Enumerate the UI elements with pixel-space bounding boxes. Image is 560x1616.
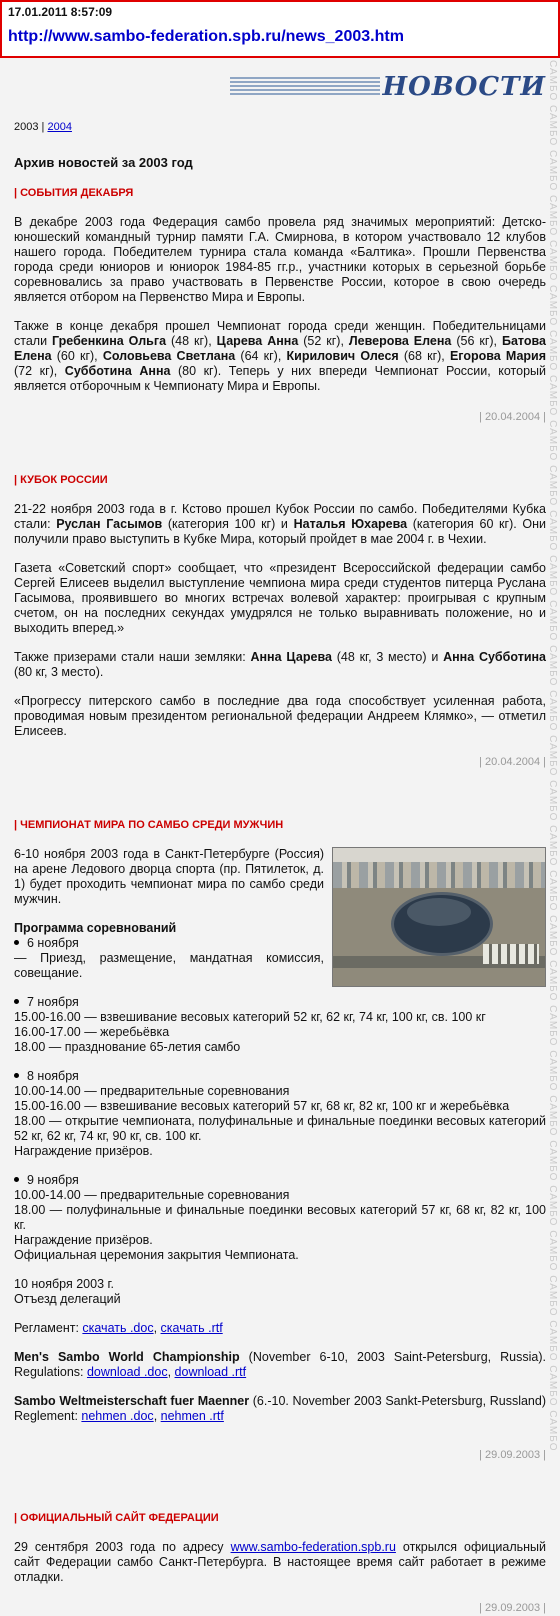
program-item: — Приезд, размещение, мандатная комиссия, совещание.: [14, 951, 324, 980]
bullet-icon: [14, 1177, 19, 1182]
banner-stripes: [230, 77, 380, 97]
program-day: 9 ноября: [14, 1173, 546, 1188]
download-doc-link-en[interactable]: download .doc: [86, 1365, 168, 1379]
news-date: | 20.04.2004 |: [479, 411, 546, 423]
championship-block: [14, 847, 546, 1424]
winner-name: Царева Анна: [216, 334, 299, 348]
section-title-russia-cup: | КУБОК РОССИИ: [14, 474, 108, 486]
section-title-december: | СОБЫТИЯ ДЕКАБРЯ: [14, 187, 134, 199]
program-item: 18.00 — празднование 65-летия самбо: [14, 1040, 241, 1054]
program-day: 7 ноября: [14, 995, 546, 1010]
bullet-icon: [14, 999, 19, 1004]
december-paragraph-1: В декабре 2003 года Федерация самбо провела ряд значимых мероприятий: Детско-юношеский командный турнир памяти Г.А. Смирнова, в котором участвовало 12 клубов нашего города. Победителем турнира стала команда «Балтика». Прошли Первенства города среди юниоров и юниорок 1984-85 гг.р., участники которых в серьезной борьбе соревновались за право участвовать в Первенстве России, которое в свою очередь является отбором на Первенство Мира и Европы.: [14, 215, 546, 304]
download-doc-link-de[interactable]: nehmen .doc: [81, 1409, 154, 1423]
program-item: Официальная церемония закрытия Чемпионата.: [14, 1248, 299, 1262]
cup-paragraph-4: «Прогрессу питерского самбо в последние два года способствует усиленная работа, проводимая новым президентом региональной федерации Андреем Клямко», — отметил Елисеев.: [14, 694, 546, 738]
regulations-en: Men's Sambo World Championship (November 6-10, 2003 Saint-Petersburg, Russia). Regulations: download .doc, download .rtf: [14, 1350, 546, 1379]
program-day: 6 ноября: [14, 936, 546, 951]
program-item: 15.00-16.00 — взвешивание весовых категорий 57 кг, 68 кг, 82 кг, 100 кг и жеребьёвка: [14, 1099, 510, 1113]
archive-url-link[interactable]: http://www.sambo-federation.spb.ru/news_2003.htm: [8, 28, 404, 45]
winner-name: Наталья Юхарева: [293, 517, 408, 531]
archive-header: [0, 0, 560, 58]
arena-photo: [332, 847, 546, 987]
winner-name: Кирилович Олеся: [286, 349, 399, 363]
cup-paragraph-1: 21-22 ноября 2003 года в г. Кстово прошел Кубок России по самбо. Победителями Кубка стали: Руслан Гасымов (категория 100 кг) и Наталья Юхарева (категория 60 кг). Они получили право выступить в Кубке Мира, который пройдет в мае 2004 г. в Чехии.: [14, 502, 546, 546]
news-date: | 29.09.2003 |: [479, 1602, 546, 1614]
program-title: Программа соревнований: [14, 921, 177, 935]
winner-name: Субботина Анна: [64, 364, 171, 378]
program-item: 18.00 — полуфинальные и финальные поединки весовых категорий 57 кг, 68 кг, 82 кг, 100 кг.: [14, 1203, 546, 1232]
winner-name: Руслан Гасымов: [56, 517, 163, 531]
year-current: 2003: [14, 121, 39, 133]
download-doc-link[interactable]: скачать .doc: [82, 1321, 154, 1335]
winner-name: Гребенкина Ольга: [52, 334, 167, 348]
side-watermark-text: САМБО САМБО САМБО САМБО САМБО САМБО САМБО САМБО САМБО САМБО САМБО САМБО САМБО САМБО САМБО САМБО САМБО САМБО САМБО САМБО САМБО САМБО САМБО САМБО САМБО САМБО САМБО САМБО САМБО САМБО САМБО: [547, 60, 558, 1452]
cup-paragraph-2: Газета «Советский спорт» сообщает, что «президент Всероссийской федерации самбо Сергей Елисеев выделил выступление чемпиона мира среди студентов питерца Руслана Гасымова, проявившего во многих встречах волевой характер: проигрывая с крупным счетом, он на последних секундах умудрялся не только выравнивать положение, но и выходить вперед.»: [14, 561, 546, 635]
bullet-icon: [14, 1073, 19, 1078]
regulations-ru: Регламент: скачать .doc, скачать .rtf: [14, 1321, 223, 1335]
side-watermark-strip: [546, 60, 560, 1560]
download-rtf-link-en[interactable]: download .rtf: [174, 1365, 247, 1379]
archive-title: Архив новостей за 2003 год: [14, 155, 193, 170]
cup-paragraph-3: Также призерами стали наши земляки: Анна Царева (48 кг, 3 место) и Анна Субботина (80 кг, 3 место).: [14, 650, 547, 679]
championship-intro: 6-10 ноября 2003 года в Санкт-Петербурге (Россия) на арене Ледового дворца спорта (пр. Пятилеток, д. 1) будет проходить чемпионат мира по самбо среди мужчин.: [14, 847, 324, 906]
program-item: Награждение призёров.: [14, 1144, 153, 1158]
december-paragraph-2: Также в конце декабря прошел Чемпионат города среди женщин. Победительницами стали Гребенкина Ольга (48 кг), Царева Анна (52 кг), Леверова Елена (56 кг), Батова Елена (60 кг), Соловьева Светлана (64 кг), Кирилович Олеся (68 кг), Егорова Мария (72 кг), Субботина Анна (80 кг). Теперь у них впереди Чемпионат России, который является отборочным к Чемпионату Мира и Европы.: [14, 319, 547, 393]
download-rtf-link-de[interactable]: nehmen .rtf: [160, 1409, 224, 1423]
news-banner: [230, 74, 550, 100]
program-item: 10.00-14.00 — предварительные соревнования: [14, 1188, 290, 1202]
news-date: | 20.04.2004 |: [479, 756, 546, 768]
news-date: | 29.09.2003 |: [479, 1449, 546, 1461]
archive-timestamp: 17.01.2011 8:57:09: [8, 5, 113, 19]
bullet-icon: [14, 940, 19, 945]
regulations-de: Sambo Weltmeisterschaft fuer Maenner (6.-10. November 2003 Sankt-Petersburg, Russland) Reglement: nehmen .doc, nehmen .rtf: [14, 1394, 546, 1423]
program-item: Награждение призёров.: [14, 1233, 153, 1247]
program-item: Отъезд делегаций: [14, 1292, 121, 1306]
program-item: 10.00-14.00 — предварительные соревнования: [14, 1084, 290, 1098]
program-day: 8 ноября: [14, 1069, 546, 1084]
program-item: 16.00-17.00 — жеребьёвка: [14, 1025, 170, 1039]
news-content: [14, 120, 546, 1616]
year-navigation: [14, 120, 546, 135]
program-day: 10 ноября 2003 г.: [14, 1277, 114, 1291]
winner-name: Батова Елена: [14, 334, 546, 363]
official-site-paragraph: 29 сентября 2003 года по адресу www.sambo-federation.spb.ru открылся официальный сайт Федерации самбо Санкт-Петербурга. В настоящее время сайт работает в режиме отладки.: [14, 1540, 547, 1584]
federation-site-link[interactable]: www.sambo-federation.spb.ru: [230, 1540, 396, 1554]
program-item: 18.00 — открытие чемпионата, полуфинальные и финальные поединки весовых категорий 52 кг, 62 кг, 74 кг, 90 кг, св. 100 кг.: [14, 1114, 546, 1143]
program-item: 15.00-16.00 — взвешивание весовых категорий 52 кг, 62 кг, 74 кг, 100 кг, св. 100 кг: [14, 1010, 486, 1024]
section-title-official-site: | ОФИЦИАЛЬНЫЙ САЙТ ФЕДЕРАЦИИ: [14, 1512, 219, 1524]
winner-name: Соловьева Светлана: [102, 349, 236, 363]
banner-title: НОВОСТИ: [382, 72, 546, 102]
year-link-2004[interactable]: 2004: [47, 121, 72, 133]
section-title-world-championship: | ЧЕМПИОНАТ МИРА ПО САМБО СРЕДИ МУЖЧИН: [14, 819, 284, 831]
winner-name: Егорова Мария: [449, 349, 547, 363]
download-rtf-link[interactable]: скачать .rtf: [160, 1321, 223, 1335]
winner-name: Леверова Елена: [348, 334, 452, 348]
year-separator: |: [41, 121, 45, 133]
winner-name: Анна Субботина: [443, 650, 547, 664]
winner-name: Анна Царева: [250, 650, 332, 664]
